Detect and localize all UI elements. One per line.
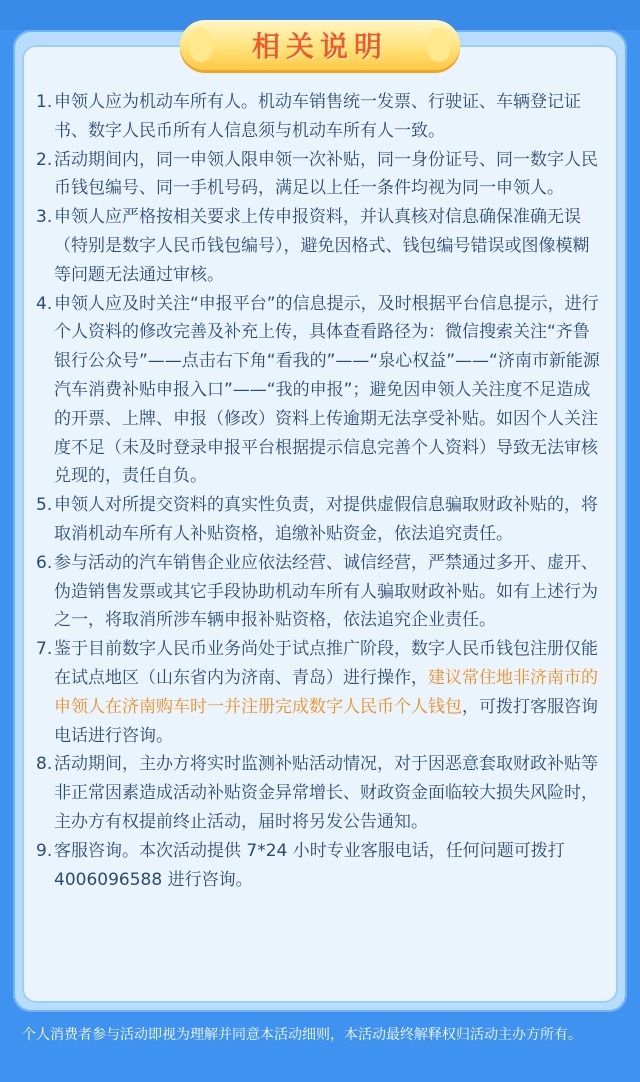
rule-item xyxy=(36,203,606,289)
rule-text: 客服咨询。本次活动提供 7*24 小时专业客服电话，任何问题可拨打 4006096588 进行咨询。 xyxy=(54,840,565,890)
rule-number: 9. xyxy=(36,840,53,861)
rule-number: 3. xyxy=(36,207,53,228)
rule-number: 2. xyxy=(36,149,53,170)
badge-left-cap xyxy=(190,28,212,62)
rule-text: 申领人应严格按相关要求上传申报资料，并认真核对信息确保准确无误（特别是数字人民币钱包编号），避免因格式、钱包编号错误或图像模糊等问题无法通过审核。 xyxy=(54,207,590,285)
rule-number: 4. xyxy=(36,293,53,314)
rules-list xyxy=(36,88,606,894)
rule-text: 申领人对所提交资料的真实性负责，对提供虚假信息骗取财政补贴的，将取消机动车所有人补贴资格，追缴补贴资金，依法追究责任。 xyxy=(54,495,598,544)
rule-item xyxy=(36,750,606,836)
rule-item xyxy=(36,635,606,750)
rule-item xyxy=(36,146,606,204)
badge-right-cap xyxy=(428,28,450,62)
rule-number: 7. xyxy=(36,639,53,660)
rule-number: 6. xyxy=(36,552,53,573)
rule-text-tail: ，可拨打客服咨询电话进行咨询。 xyxy=(54,696,598,746)
footer-note: 个人消费者参与活动即视为理解并同意本活动细则，本活动最终解释权归活动主办方所有。 xyxy=(22,1027,582,1043)
rule-item xyxy=(36,88,606,146)
rule-text: 申领人应及时关注“申报平台”的信息提示，及时根据平台信息提示，进行个人资料的修改完善及补充上传，具体查看路径为：微信搜索关注“齐鲁银行公众号”——点击右下角“看我的”——“泉心权益”——“济南市新能源汽车消费补贴申报入口”——“我的申报”；避免因申领人关注度不足造成的开票、上牌、申报（修改）资料上传逾期无法享受补贴。如因个人关注度不足（未及时登录申报平台根据提示信息完善个人资料）导致无法审核兑现的，责任自负。 xyxy=(54,293,600,487)
rule-text: 活动期间，主办方将实时监测补贴活动情况，对于因恶意套取财政补贴等非正常因素造成活动补贴资金异常增长、财政资金面临较大损失风险时，主办方有权提前终止活动，届时将另发公告通知。 xyxy=(54,754,598,832)
rule-text: 参与活动的汽车销售企业应依法经营、诚信经营，严禁通过多开、虚开、伪造销售发票或其它手段协助机动车所有人骗取财政补贴。如有上述行为之一，将取消所涉车辆申报补贴资格，依法追究企业责任。 xyxy=(54,552,598,631)
rule-number: 8. xyxy=(36,754,53,775)
rule-number: 1. xyxy=(36,92,53,112)
rule-number: 5. xyxy=(36,495,53,516)
rule-item xyxy=(36,491,606,549)
rule-item xyxy=(36,837,606,895)
rule-item xyxy=(36,549,606,635)
rule-text: 鉴于目前数字人民币业务尚处于试点推广阶段，数字人民币钱包注册仅能在试点地区（山东省内为济南、青岛）进行操作， xyxy=(54,639,598,688)
page-title: 相关说明 xyxy=(251,30,388,63)
title-badge xyxy=(180,20,460,70)
rule-text: 申领人应为机动车所有人。机动车销售统一发票、行驶证、车辆登记证书、数字人民币所有人信息须与机动车所有人一致。 xyxy=(54,92,581,141)
rule-text: 活动期间内，同一申领人限申领一次补贴，同一身份证号、同一数字人民币钱包编号、同一手机号码，满足以上任一条件均视为同一申领人。 xyxy=(54,149,598,199)
rule-highlight-text: 建议常住地非济南市的申领人在济南购车时一并注册完成数字人民币个人钱包 xyxy=(54,667,598,717)
rule-item xyxy=(36,290,606,492)
